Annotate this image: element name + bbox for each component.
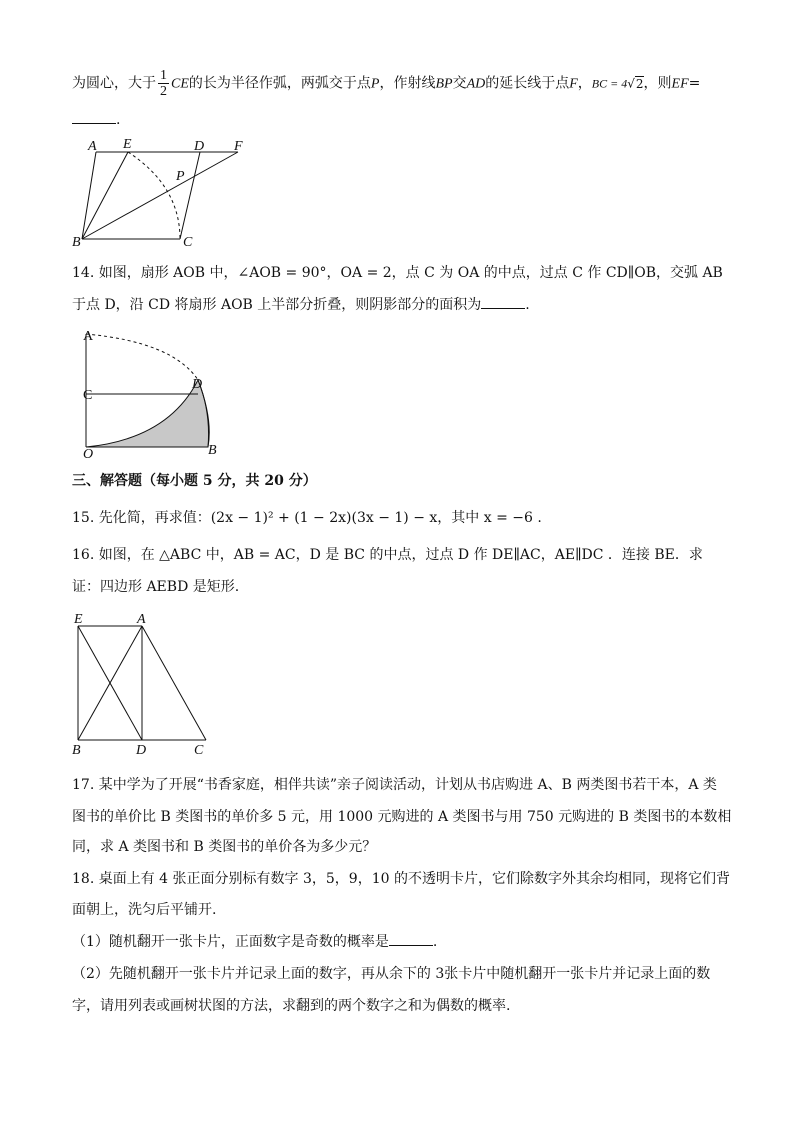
label-o: O [83, 447, 94, 460]
q13-bc-eq: BC = 4 [591, 76, 628, 91]
q13-sqrt: 2 [635, 76, 644, 91]
q18-part1-end: . [432, 934, 438, 950]
q13-f: F [569, 76, 578, 92]
label-b: B [72, 235, 81, 248]
figure-14 [78, 324, 228, 460]
q13-text-a: 为圆心，大于 [72, 75, 156, 92]
q14-end: . [525, 297, 530, 313]
figure-13 [70, 136, 260, 248]
q16-line1: 16. 如图，在 △ABC 中，AB = AC，D 是 BC 的中点，过点 D 作 DE∥AC，AE∥DC ．连接 BE．求 [72, 547, 703, 563]
shaded-region [86, 380, 209, 447]
frac-den: 2 [160, 84, 167, 99]
q13-text-e: 交 [452, 75, 467, 92]
q14-line2 [72, 295, 530, 315]
answer-blank[interactable] [72, 110, 116, 124]
label-d: D [136, 743, 147, 758]
q18-part2a: （2）先随机翻开一张卡片并记录上面的数字，再从余下的 3张卡片中随机翻开一张卡片并记录上面的数 [72, 966, 711, 982]
q18-part1 [72, 932, 437, 952]
q18-part1-text: （1）随机翻开一张卡片，正面数字是奇数的概率是 [72, 934, 389, 950]
section-title: 三、解答题（每小题 5 分，共 20 分） [72, 473, 317, 489]
label-e: E [123, 137, 132, 152]
q14-line1: 14. 如图，扇形 AOB 中，∠AOB = 90°，OA = 2，点 C 为 OA 的中点，过点 C 作 CD∥OB，交弧 AB [72, 265, 723, 281]
q18-line2: 面朝上，洗匀后平铺开. [72, 902, 217, 918]
arc-ec [128, 152, 180, 239]
line-ac [142, 626, 206, 740]
label-b: B [72, 743, 81, 758]
label-p: P [176, 169, 185, 184]
q17-line1: 17. 某中学为了开展“书香家庭，相伴共读”亲子阅读活动，计划从书店购进 A、B 两类图书若干本，A 类 [72, 777, 717, 793]
q13-text-c: 的长为半径作弧，两弧交于点 [188, 75, 371, 92]
answer-blank[interactable] [481, 295, 525, 309]
q13-text-d: ，作射线 [379, 75, 436, 92]
q15-line: 15. 先化简，再求值：(2x − 1)² + (1 − 2x)(3x − 1) − x，其中 x = −6 . [72, 510, 542, 526]
frac-num: 1 [160, 68, 167, 83]
q13-text-h: ，则 [643, 75, 672, 92]
q18-part2b: 字，请用列表或画树状图的方法，求翻到的两个数字之和为偶数的概率. [72, 998, 511, 1014]
q13-ad: AD [466, 76, 486, 92]
q17-line3: 同，求 A 类图书和 B 类图书的单价各为多少元？ [72, 839, 377, 855]
q13-p: P [370, 76, 380, 92]
label-c: C [183, 235, 193, 248]
q13-bp: BP [435, 76, 453, 92]
arc-ad-dashed [86, 334, 198, 380]
q14-text2: 于点 D，沿 CD 将扇形 AOB 上半部分折叠，则阴影部分的面积为 [72, 297, 482, 313]
line-dc [180, 152, 200, 239]
label-f: F [234, 139, 243, 154]
q13-eq: = [688, 75, 701, 92]
label-d: D [194, 139, 205, 154]
label-c: C [83, 388, 93, 403]
answer-blank[interactable] [389, 932, 433, 946]
q13-text-f: 的延长线于点 [485, 75, 570, 92]
q13-ef: EF [671, 76, 689, 92]
q13-ce: CE [171, 76, 189, 92]
fraction-half [158, 68, 169, 99]
label-a: A [83, 329, 94, 344]
q13-end: . [116, 112, 121, 128]
q13-line1: 为圆心，大于 $\frac{1}{2}$ CE的长为半径作弧，两弧交于点P，作射线BP交AD的延长线于点F，BC = 4√2，则EF= [72, 68, 701, 99]
label-a: A [88, 139, 97, 154]
q16-line2: 证：四边形 AEBD 是矩形. [72, 579, 240, 595]
label-b: B [208, 443, 217, 458]
figure-16 [70, 608, 220, 760]
q18-line1: 18. 桌面上有 4 张正面分别标有数字 3，5，9，10 的不透明卡片，它们除数字外其余均相同，现将它们背 [72, 871, 730, 887]
q13-line2 [72, 110, 120, 130]
q13-text-g: ， [577, 75, 592, 92]
label-c: C [194, 743, 204, 758]
label-e: E [74, 612, 83, 627]
label-a: A [137, 612, 146, 627]
q17-line2: 图书的单价比 B 类图书的单价多 5 元，用 1000 元购进的 A 类图书与用 750 元购进的 B 类图书的本数相 [72, 809, 732, 825]
label-d: D [192, 377, 203, 392]
